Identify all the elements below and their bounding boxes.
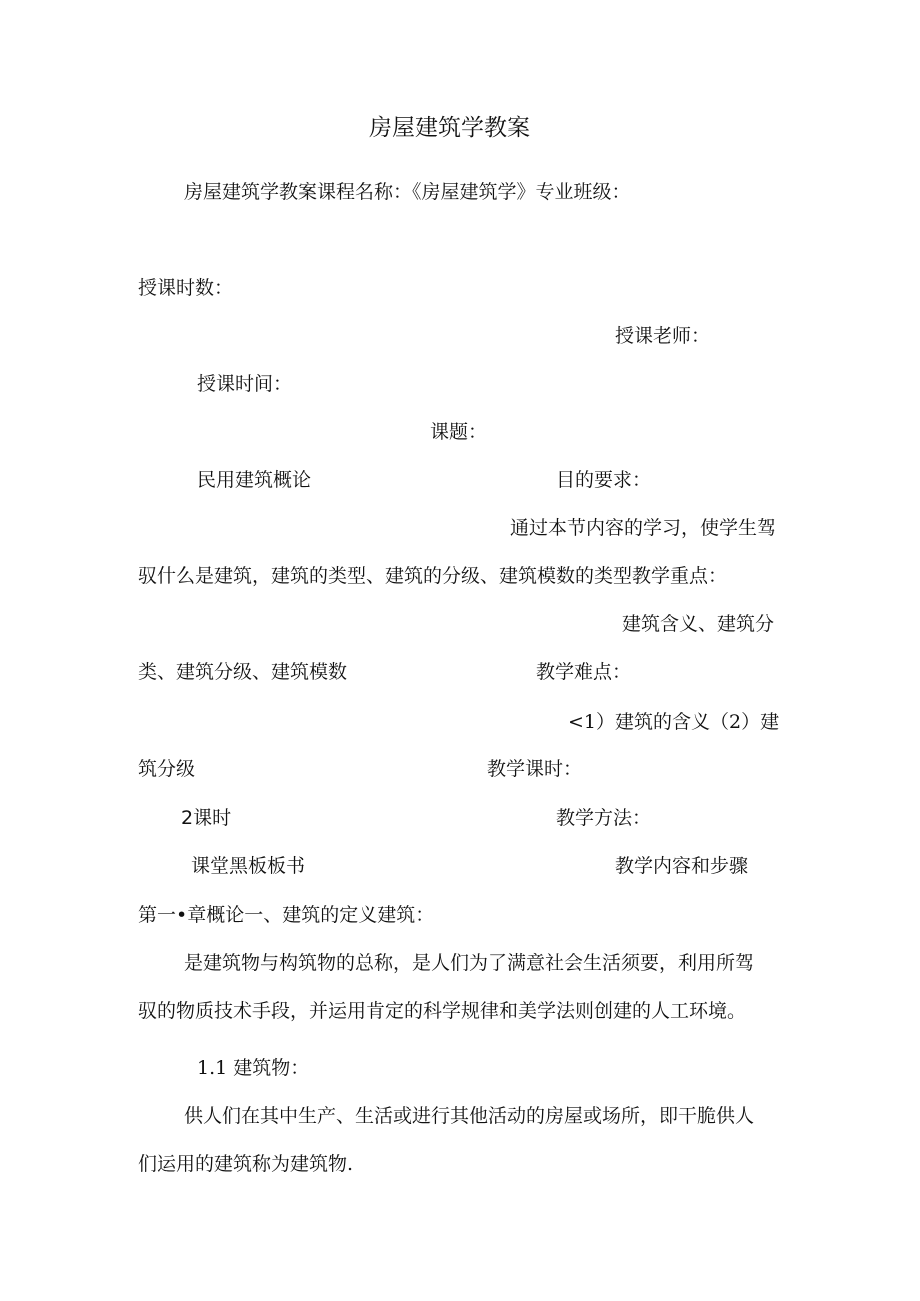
building-definition-line-1: 供人们在其中生产、生活或进行其他活动的房屋或场所，即干脆供人 [184, 1105, 755, 1127]
definition-line-2: 驭的物质技术手段，并运用肯定的科学规律和美学法则创建的人工环境。 [138, 1000, 747, 1022]
course-info-line: 房屋建筑学教案课程名称：《房屋建筑学》专业班级： [184, 181, 631, 203]
topic-label: 课题： [430, 421, 488, 443]
class-hours-label: 教学课时： [487, 758, 583, 780]
teaching-hours-label: 授课时数： [138, 277, 234, 299]
teaching-time-label: 授课时间： [197, 373, 293, 395]
document-title: 房屋建筑学教案 [369, 115, 530, 141]
objective-text-line-1: 通过本节内容的学习，使学生驾 [510, 517, 777, 539]
section-heading: 1.1 建筑物： [197, 1057, 310, 1079]
method-label: 教学方法： [556, 807, 652, 829]
key-points-line-1: 建筑含义、建筑分 [622, 613, 775, 635]
class-hours-value: 2课时 [181, 807, 232, 829]
teacher-label: 授课老师： [615, 325, 711, 347]
building-definition-line-2: 们运用的建筑称为建筑物. [138, 1153, 354, 1175]
difficulty-label: 教学难点： [536, 661, 632, 683]
definition-line-1: 是建筑物与构筑物的总称，是人们为了满意社会生活须要，利用所驾 [184, 952, 755, 974]
difficulty-line-1: <1）建筑的含义（2）建 [568, 711, 780, 733]
difficulty-line-2: 筑分级 [138, 758, 196, 780]
objective-label: 目的要求： [556, 469, 652, 491]
objective-text-line-2: 驭什么是建筑，建筑的类型、建筑的分级、建筑模数的类型教学重点： [138, 565, 728, 587]
key-points-line-2: 类、建筑分级、建筑模数 [138, 661, 348, 683]
topic-value: 民用建筑概论 [197, 469, 312, 491]
method-value: 课堂黑板板书 [191, 855, 306, 877]
chapter-heading: 第一•章概论一、建筑的定义建筑： [138, 904, 435, 926]
content-steps-label: 教学内容和步骤 [615, 855, 749, 877]
